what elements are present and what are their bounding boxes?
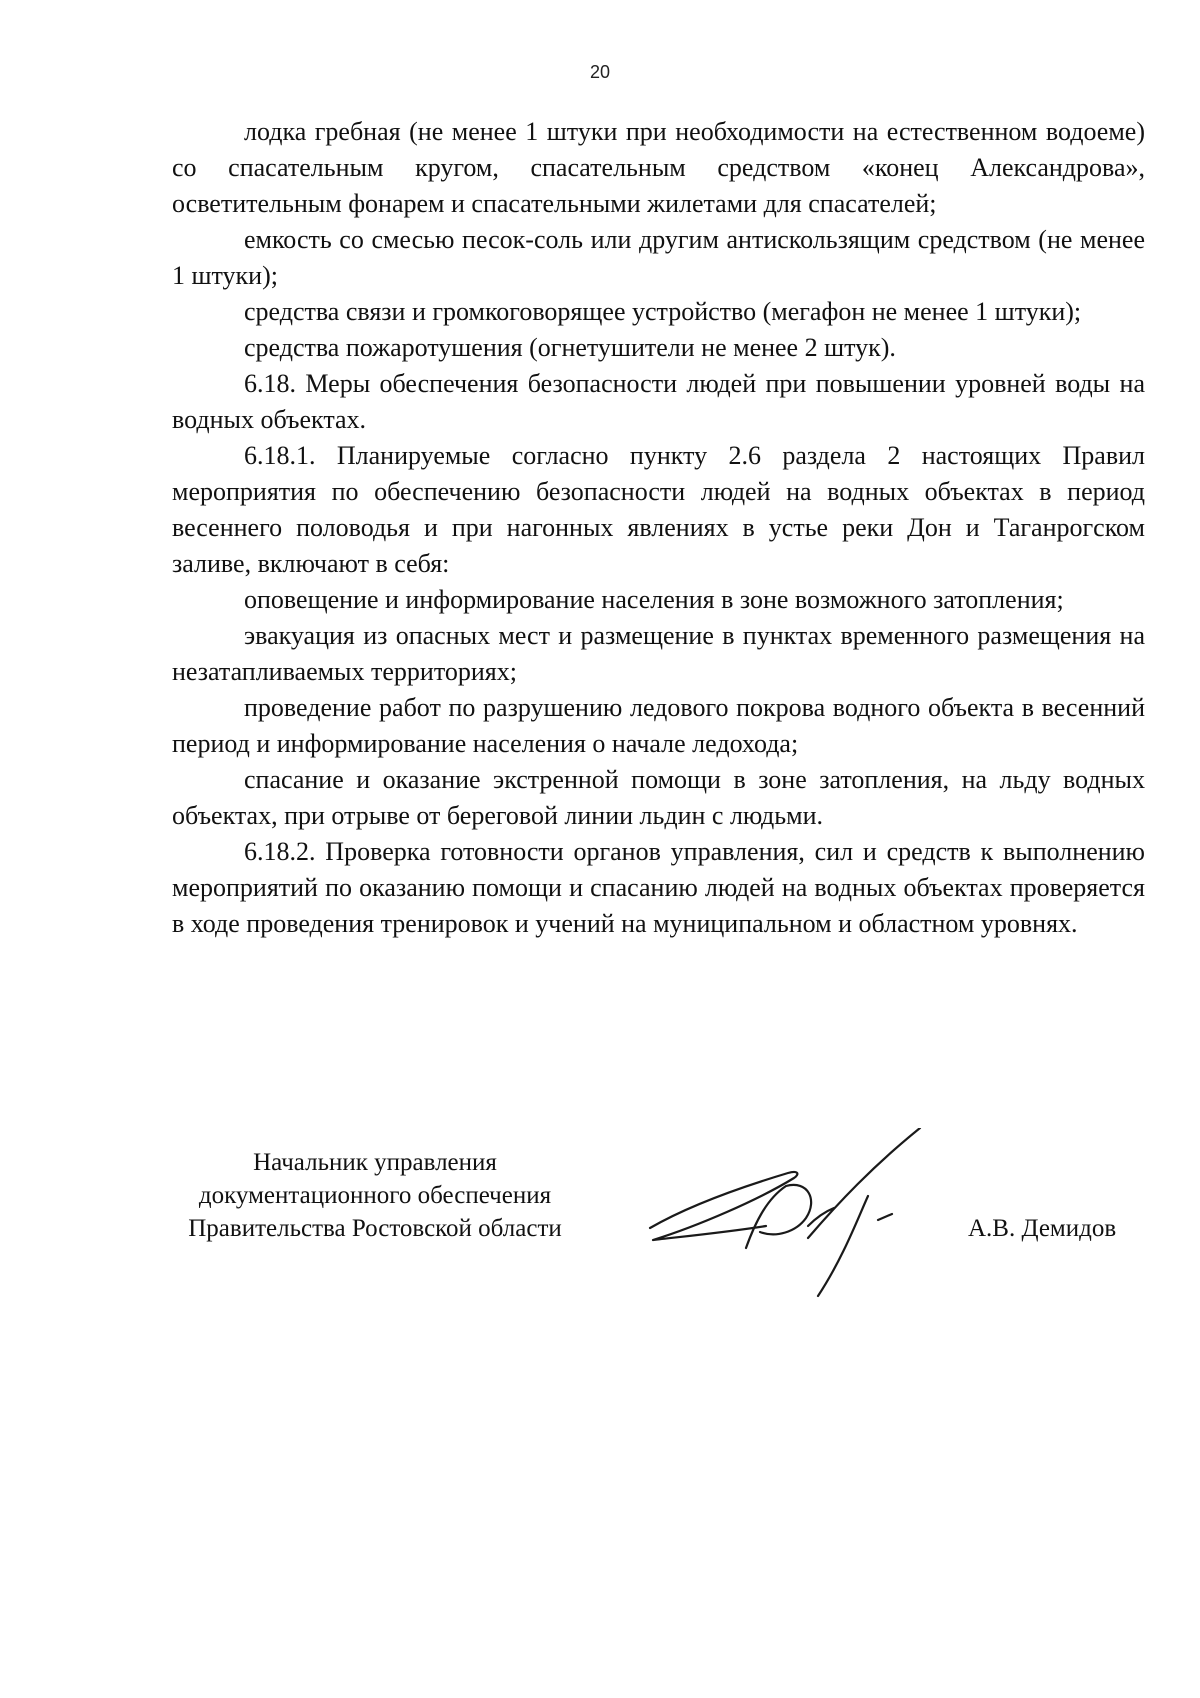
paragraph-6-18-2: 6.18.2. Проверка готовности органов управления, сил и средств к выполнению мероприятий по оказанию помощи и спасанию людей на водных объектах проверяется в ходе проведения тренировок и учений на муниципальном и областном уровнях. xyxy=(172,837,1145,938)
paragraph: средства пожаротушения (огнетушители не менее 2 штук). xyxy=(244,333,896,362)
signatory-title-line: Начальник управления xyxy=(253,1149,497,1176)
paragraph: емкость со смесью песок-соль или другим антискользящим средством (не менее 1 штуки); xyxy=(172,225,1145,290)
paragraph: эвакуация из опасных мест и размещение в пунктах временного размещения на незатапливаемых территориях; xyxy=(172,621,1145,686)
signatory-title xyxy=(150,1146,600,1245)
signatory-name: А.В. Демидов xyxy=(968,1215,1117,1242)
paragraph: спасание и оказание экстренной помощи в зоне затопления, на льду водных объектах, при отрыве от береговой линии льдин с людьми. xyxy=(172,765,1145,830)
document-body xyxy=(172,114,1145,942)
section-heading-6-18: 6.18. Меры обеспечения безопасности людей при повышении уровней воды на водных объектах. xyxy=(172,369,1145,434)
paragraph-6-18-1: 6.18.1. Планируемые согласно пункту 2.6 раздела 2 настоящих Правил мероприятия по обеспечению безопасности людей на водных объектах в период весеннего половодья и при нагонных явлениях в устье реки Дон и Таганрогском заливе, включают в себя: xyxy=(172,441,1145,578)
paragraph: средства связи и громкоговорящее устройство (мегафон не менее 1 штуки); xyxy=(244,297,1082,326)
page-number: 20 xyxy=(589,62,611,82)
paragraph: оповещение и информирование населения в зоне возможного затопления; xyxy=(244,585,1064,614)
signatory-title-line: Правительства Ростовской области xyxy=(188,1215,562,1242)
paragraph: проведение работ по разрушению ледового покрова водного объекта в весенний период и информирование населения о начале ледохода; xyxy=(172,693,1145,758)
signatory-title-line: документационного обеспечения xyxy=(198,1182,552,1209)
paragraph: лодка гребная (не менее 1 штуки при необходимости на естественном водоеме) со спасательным кругом, спасательным средством «конец Александрова», осветительным фонарем и спасательными жилетами для спасателей; xyxy=(172,117,1145,218)
handwritten-signature-icon xyxy=(648,1128,948,1298)
